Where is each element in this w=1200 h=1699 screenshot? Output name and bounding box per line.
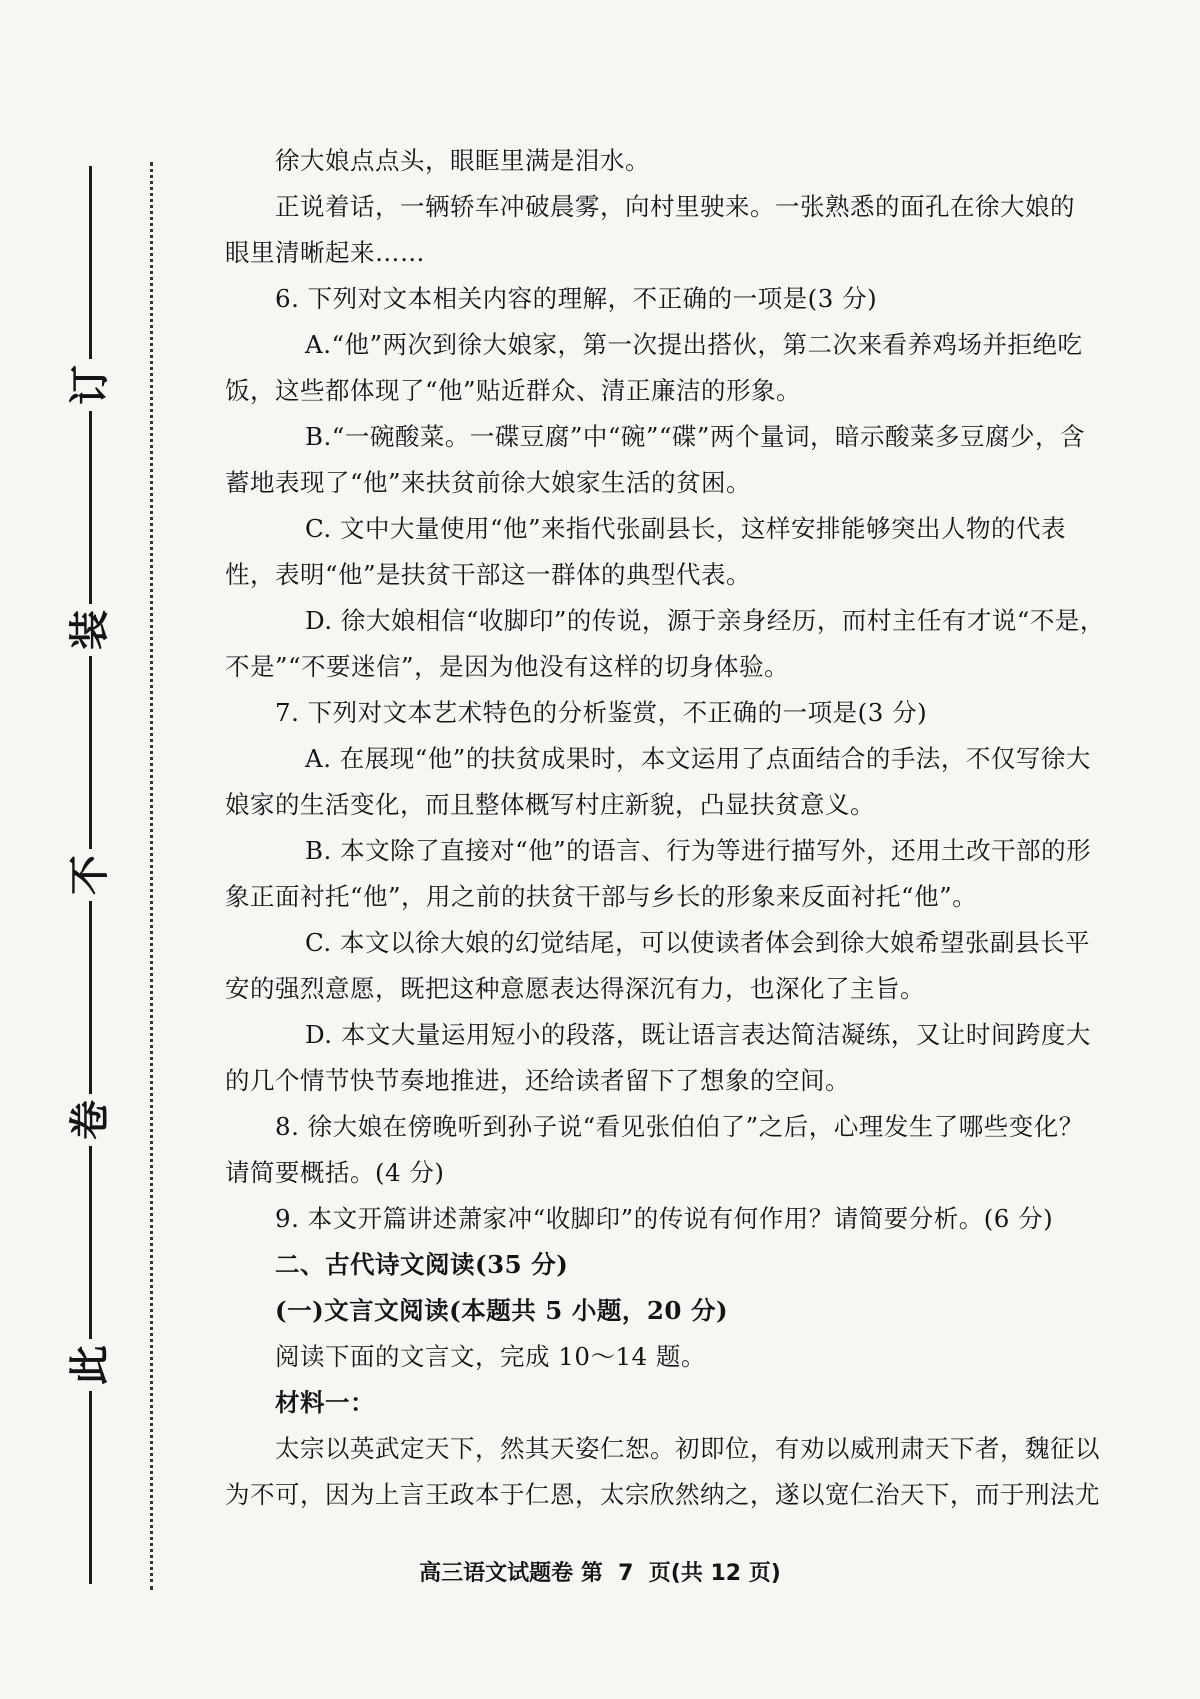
text-line: 6. 下列对文本相关内容的理解，不正确的一项是(3 分) <box>275 284 878 313</box>
binding-line <box>60 160 120 1590</box>
text-line: C. 本文以徐大娘的幻觉结尾，可以使读者体会到徐大娘希望张副县长平 <box>305 928 1090 957</box>
binding-rule <box>89 1146 92 1339</box>
text-line: A.“他”两次到徐大娘家，第一次提出搭伙，第二次来看养鸡场并拒绝吃 <box>305 330 1083 359</box>
text-line: 9. 本文开篇讲述萧家冲“收脚印”的传说有何作用？请简要分析。(6 分) <box>275 1204 1054 1233</box>
binding-rule <box>89 411 92 604</box>
text-line: A. 在展现“他”的扶贫成果时，本文运用了点面结合的手法，不仅写徐大 <box>305 744 1091 773</box>
text-line: 阅读下面的文言文，完成 10～14 题。 <box>275 1342 706 1371</box>
binding-char: 装 <box>67 610 113 650</box>
text-line: 太宗以英武定天下，然其天姿仁恕。初即位，有劝以威刑肃天下者，魏征以 <box>275 1434 1100 1463</box>
text-line: 材料一： <box>275 1388 375 1417</box>
text-line: 二、古代诗文阅读(35 分) <box>275 1250 569 1279</box>
text-line: 请简要概括。(4 分) <box>225 1158 445 1187</box>
text-line: 徐大娘点点头，眼眶里满是泪水。 <box>275 146 650 175</box>
page-footer <box>0 1556 1200 1587</box>
text-line: B. 本文除了直接对“他”的语言、行为等进行描写外，还用土改干部的形 <box>305 836 1092 865</box>
text-line: 为不可，因为上言王政本于仁恩，太宗欣然纳之，遂以宽仁治天下，而于刑法尤 <box>225 1480 1100 1509</box>
dotted-margin-line <box>150 162 153 1590</box>
text-line: 不是”“不要迷信”，是因为他没有这样的切身体验。 <box>225 652 790 681</box>
text-line: 眼里清晰起来…… <box>225 238 425 267</box>
binding-char: 此 <box>67 1345 113 1385</box>
binding-rule <box>89 166 92 359</box>
text-line: 安的强烈意愿，既把这种意愿表达得深沉有力，也深化了主旨。 <box>225 974 925 1003</box>
binding-rule <box>89 656 92 849</box>
text-line: (一)文言文阅读(本题共 5 小题，20 分) <box>275 1296 729 1325</box>
text-line: 饭，这些都体现了“他”贴近群众、清正廉洁的形象。 <box>225 376 802 405</box>
binding-rule <box>89 901 92 1094</box>
binding-char: 卷 <box>67 1100 113 1140</box>
footer-text: 高三语文试题卷 第 7 页(共 12 页) <box>419 1561 781 1586</box>
text-line: 正说着话，一辆轿车冲破晨雾，向村里驶来。一张熟悉的面孔在徐大娘的 <box>275 192 1075 221</box>
text-line: D. 本文大量运用短小的段落，既让语言表达简洁凝练，又让时间跨度大 <box>305 1020 1091 1049</box>
text-line: 的几个情节快节奏地推进，还给读者留下了想象的空间。 <box>225 1066 850 1095</box>
text-line: D. 徐大娘相信“收脚印”的传说，源于亲身经历，而村主任有才说“不是， <box>305 606 1105 635</box>
text-line: 娘家的生活变化，而且整体概写村庄新貌，凸显扶贫意义。 <box>225 790 875 819</box>
text-line: C. 文中大量使用“他”来指代张副县长，这样安排能够突出人物的代表 <box>305 514 1066 543</box>
text-line: 7. 下列对文本艺术特色的分析鉴赏，不正确的一项是(3 分) <box>275 698 928 727</box>
text-line: 性，表明“他”是扶贫干部这一群体的典型代表。 <box>225 560 752 589</box>
text-line: 象正面衬托“他”，用之前的扶贫干部与乡长的形象来反面衬托“他”。 <box>225 882 978 911</box>
text-line: 蓄地表现了“他”来扶贫前徐大娘家生活的贫困。 <box>225 468 752 497</box>
text-line: 8. 徐大娘在傍晚听到孙子说“看见张伯伯了”之后，心理发生了哪些变化？ <box>275 1112 1084 1141</box>
exam-text <box>225 138 1175 1518</box>
binding-char: 不 <box>67 855 113 895</box>
text-line: B.“一碗酸菜。一碟豆腐”中“碗”“碟”两个量词，暗示酸菜多豆腐少，含 <box>305 422 1085 451</box>
binding-char: 订 <box>67 365 113 405</box>
